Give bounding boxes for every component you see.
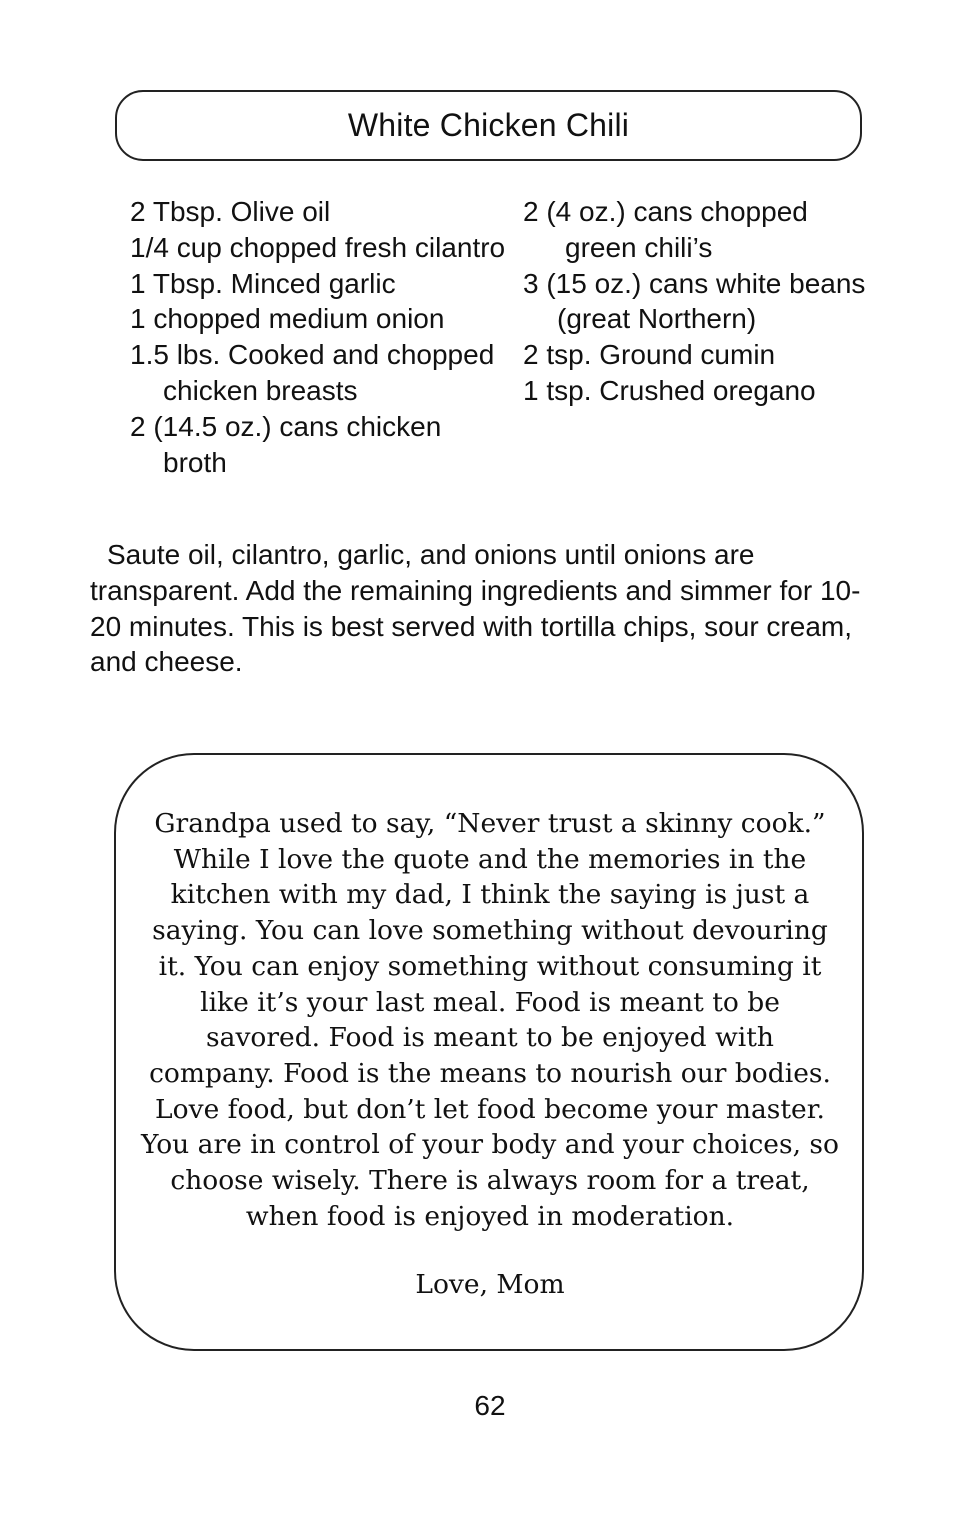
recipe-title: White Chicken Chili	[347, 107, 630, 143]
ingredient-item: 1/4 cup chopped fresh cilantro	[130, 231, 506, 263]
ingredients-right-column	[523, 194, 873, 409]
recipe-instructions: Saute oil, cilantro, garlic, and onions until onions are transparent. Add the remaining ingredients and simmer for 10-20 minutes. This is best served with tortilla chips, sour cream, and cheese.	[90, 539, 861, 678]
ingredient-item: 3 (15 oz.) cans white beans (great Northern)	[523, 267, 866, 335]
ingredient-item: 2 Tbsp. Olive oil	[130, 196, 331, 227]
ingredients-left-column	[130, 194, 510, 480]
ingredient-item: 1 tsp. Crushed oregano	[523, 374, 816, 406]
ingredient-item: 2 (4 oz.) cans chopped green chili’s	[523, 196, 808, 263]
ingredient-item: 1 chopped medium onion	[130, 303, 445, 335]
page-number: 62	[474, 1390, 506, 1421]
ingredient-item: 1.5 lbs. Cooked and chopped chicken breasts	[130, 339, 495, 406]
ingredient-item: 2 (14.5 oz.) cans chicken broth	[130, 410, 442, 478]
note-signature: Love, Mom	[415, 1269, 565, 1300]
ingredient-item: 1 Tbsp. Minced garlic	[130, 267, 396, 299]
note-text: Grandpa used to say, “Never trust a skinny cook.” While I love the quote and the memories in the kitchen with my dad, I think the saying is just a saying. You can love something without devouring it. You can enjoy something without consuming it like it’s your last meal. Food is meant to be savored. Food is meant to be enjoyed with company. Food is the means to nourish our bodies. Love food, but don’t let food become your master. You are in control of your body and your choices, so choose wisely. There is always room for a treat, when food is enjoyed in moderation.	[141, 808, 839, 1232]
ingredient-item: 2 tsp. Ground cumin	[523, 339, 776, 371]
recipe-title-box	[115, 90, 862, 161]
